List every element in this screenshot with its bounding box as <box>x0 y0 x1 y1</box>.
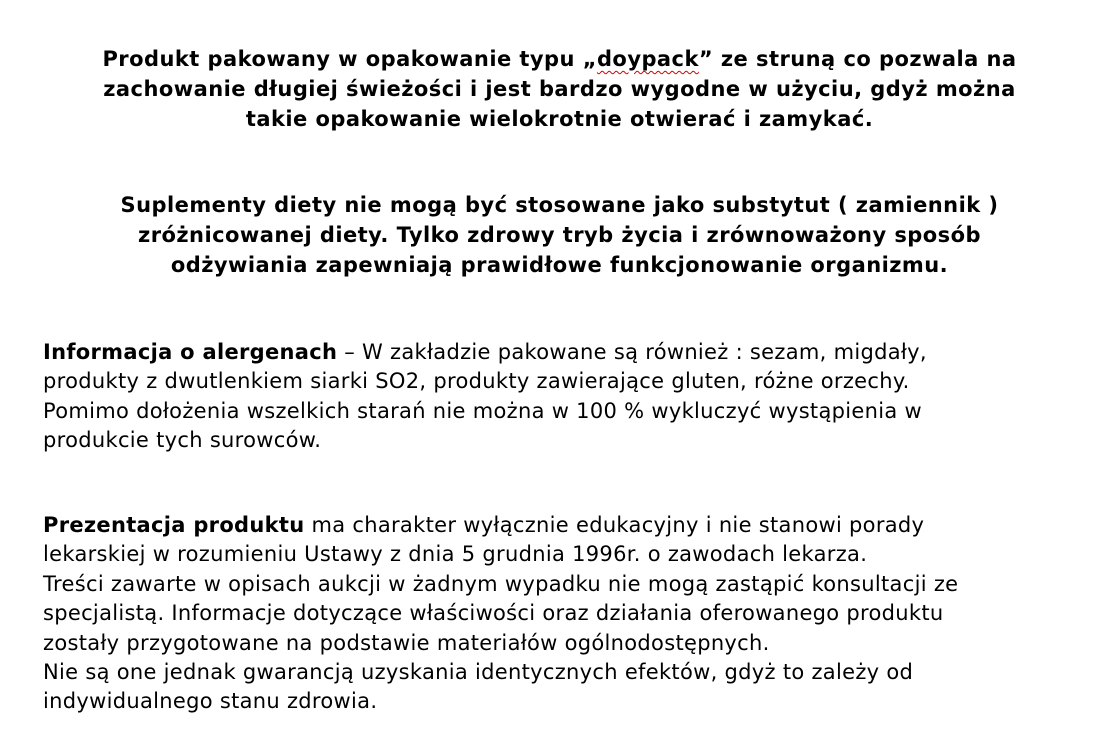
packaging-paragraph <box>0 44 1119 134</box>
allergens-heading: Informacja o alergenach <box>43 340 338 364</box>
allergens-line-4: produkcie tych surowców. <box>43 428 322 453</box>
presentation-line-4: specjalistą. Informacje dotyczące właściwości oraz działania oferowanego produktu <box>43 601 944 626</box>
allergens-line-3: Pomimo dołożenia wszelkich starań nie można w 100 % wykluczyć wystąpienia w <box>43 398 922 423</box>
allergens-line-1 <box>43 338 1103 367</box>
packaging-line-1-after: ” ze struną co pozwala na <box>698 47 1017 71</box>
supplements-line-2: zróżnicowanej diety. Tylko zdrowy tryb życia i zrównoważony sposób <box>138 223 981 247</box>
allergens-line-2: produkty z dwutlenkiem siarki SO2, produkty zawierające gluten, różne orzechy. <box>43 369 910 394</box>
packaging-line-1 <box>0 44 1119 74</box>
presentation-line-6: Nie są one jednak gwarancją uzyskania identycznych efektów, gdyż to zależy od <box>43 660 914 685</box>
presentation-line-1 <box>43 511 1103 540</box>
packaging-line-2: zachowanie długiej świeżości i jest bardzo wygodne w użyciu, gdyż można <box>103 77 1016 101</box>
packaging-line-1-before: Produkt pakowany w opakowanie typu „ <box>102 47 597 71</box>
allergens-paragraph <box>43 338 1103 456</box>
allergens-line-1-text: – W zakładzie pakowane są również : sezam, migdały, <box>337 340 927 364</box>
supplements-line-1: Suplementy diety nie mogą być stosowane jako substytut ( zamiennik ) <box>120 193 999 217</box>
supplements-line-3: odżywiania zapewniają prawidłowe funkcjonowanie organizmu. <box>170 253 949 277</box>
presentation-line-5: zostały przygotowane na podstawie materiałów ogólnodostępnych. <box>43 630 770 655</box>
presentation-line-2: lekarskiej w rozumieniu Ustawy z dnia 5 grudnia 1996r. o zawodach lekarza. <box>43 542 868 567</box>
presentation-line-7: indywidualnego stanu zdrowia. <box>43 689 378 714</box>
presentation-paragraph <box>43 511 1103 717</box>
presentation-line-1-text: ma charakter wyłącznie edukacyjny i nie stanowi porady <box>304 513 925 537</box>
spellcheck-flagged-word: doypack <box>596 47 699 71</box>
presentation-line-3: Treści zawarte w opisach aukcji w żadnym wypadku nie mogą zastąpić konsultacji ze <box>43 571 959 596</box>
presentation-heading: Prezentacja produktu <box>43 513 305 537</box>
supplements-paragraph <box>0 190 1119 280</box>
packaging-line-3: takie opakowanie wielokrotnie otwierać i zamykać. <box>245 107 874 131</box>
